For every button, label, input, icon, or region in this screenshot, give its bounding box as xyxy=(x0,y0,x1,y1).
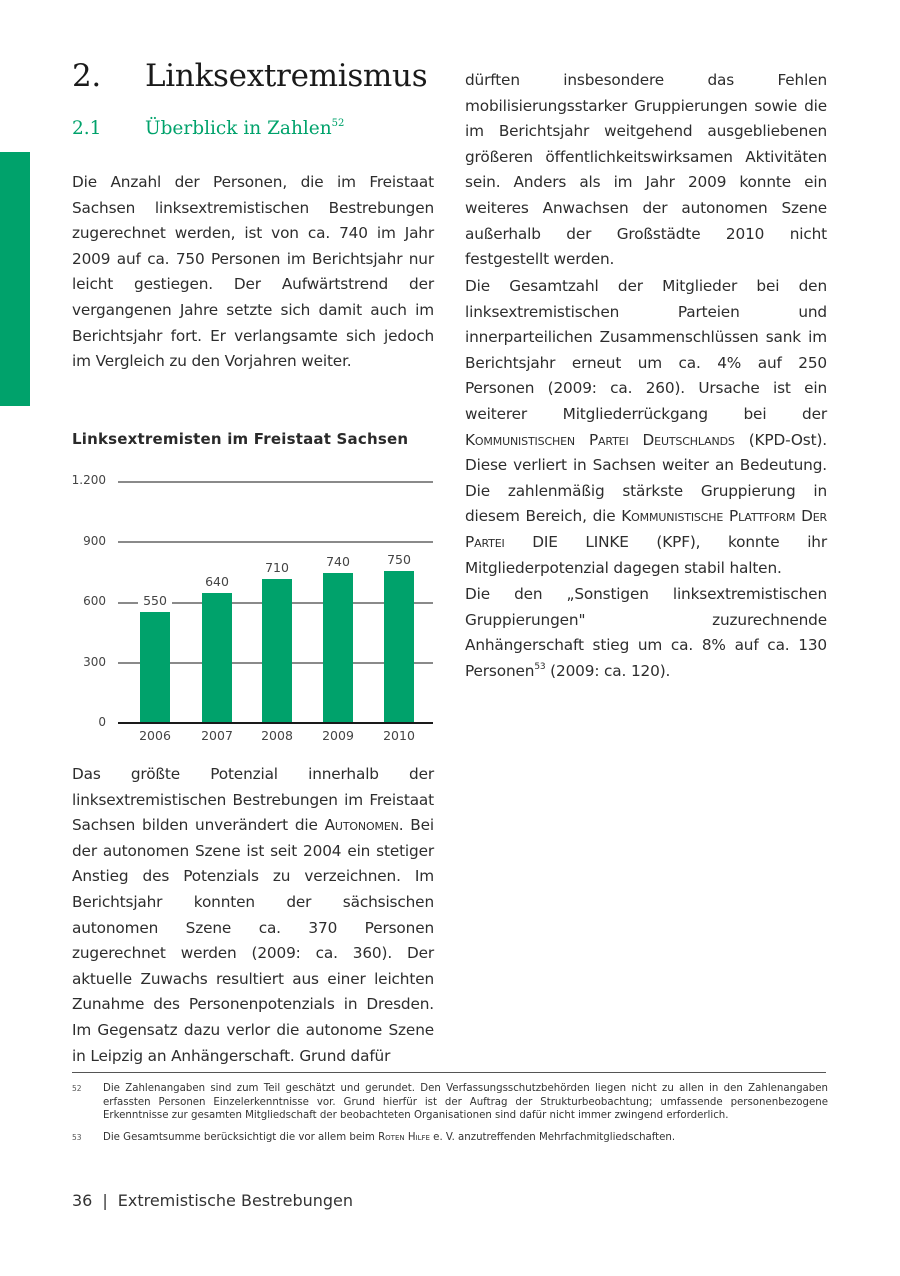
footer-separator: | xyxy=(102,1191,108,1210)
gridline-900 xyxy=(118,541,433,543)
bar-2010 xyxy=(384,571,414,722)
y-tick: 0 xyxy=(98,715,106,729)
x-tick: 2010 xyxy=(383,728,415,743)
x-axis-baseline xyxy=(118,722,433,724)
bar-value-label: 750 xyxy=(387,552,411,568)
footnote-rule xyxy=(72,1072,826,1073)
bar-2007 xyxy=(202,593,232,722)
left-paragraph-2: Das größte Potenzial innerhalb der linksextremistischen Bestrebungen im Freistaat Sachsen bilden unverändert die Autonomen. Bei der autonomen Szene ist seit 2004 ein stetiger Anstieg des Potenzials zu verzeichnen. Im Berichtsjahr konnten der sächsischen autonomen Szene ca. 370 Personen zugerechnet werden (2009: ca. 360). Der aktuelle Zuwachs resultiert aus einer leichten Zunahme des Personenpotenzials in Dresden. Im Gegensatz dazu verlor die autonome Szene in Leipzig an Anhängerschaft. Grund dafür xyxy=(72,765,434,1065)
footer-title: Extremistische Bestrebungen xyxy=(117,1191,354,1210)
x-tick: 2009 xyxy=(322,728,354,743)
term-autonomen: Autonomen xyxy=(324,816,399,835)
section-heading xyxy=(72,118,344,139)
right-paragraph-1: dürften insbesondere das Fehlen mobilisierungsstarker Gruppierungen sowie die im Berichtsjahr weitgehend ausgebliebenen größeren öffentlichkeitswirksamen Aktivitäten sein. Anders als im Jahr 2009 konnte ein weiteres Anwachsen der autonomen Szene außerhalb der Großstädte 2010 nicht festgestellt werden. xyxy=(465,71,827,269)
footnote-number: 52 xyxy=(72,1084,82,1093)
right-paragraph-3: Die den „Sonstigen linksextremistischen Gruppierungen" zuzurechnende Anhängerschaft stieg um ca. 8% auf ca. 130 Personen$^{53}$ (2009: ca. 120). xyxy=(465,585,827,680)
term-kpd: Kommunistischen Partei Deutschlands xyxy=(465,430,735,449)
footnote-ref-52[interactable]: 52 xyxy=(331,118,345,129)
chapter-marker-strip xyxy=(0,152,30,406)
footnote-52 xyxy=(72,1082,828,1123)
x-tick: 2006 xyxy=(139,728,171,743)
footnote-text: Die Gesamtsumme berücksichtigt die vor allem beim Roten Hilfe e. V. anzutreffenden Mehrfachmitgliedschaften. xyxy=(103,1132,676,1143)
bar-value-label: 740 xyxy=(326,554,350,570)
page-number: 36 xyxy=(72,1191,93,1210)
bar-2008 xyxy=(262,579,292,722)
bar-value-label: 710 xyxy=(265,560,289,576)
chapter-number: 2. xyxy=(72,58,101,94)
x-tick: 2007 xyxy=(201,728,233,743)
chapter-heading xyxy=(72,58,427,94)
right-paragraph-2: Die Gesamtzahl der Mitglieder bei den linksextremistischen Parteien und innerparteilichen Zusammenschlüssen sank im Berichtsjahr erneut um ca. 4% auf 250 Personen (2009: ca. 260). Ursache ist ein weiterer Mitgliederrückgang bei der Kommunistischen Partei Deutschlands (KPD-Ost). Diese verliert in Sachsen weiter an Bedeutung. Die zahlenmäßig stärkste Gruppierung in diesem Bereich, die Kommunistische Plattform Der Partei DIE LINKE (KPF), konnte ihr Mitgliederpotenzial dagegen stabil halten. xyxy=(465,277,827,577)
x-tick: 2008 xyxy=(261,728,293,743)
bar-2006 xyxy=(140,612,170,722)
footnote-text: Die Zahlenangaben sind zum Teil geschätzt und gerundet. Den Verfassungsschutzbehörden liegen nicht zu allen in den Zahlenangaben erfassten Personen Einzelerkenntnisse vor. Grund hierfür ist der Auftrag der Strukturbeobachtung; umfassende personenbezogene Erkenntnisse zur gesamten Mitgliedschaft der beobachteten Organisationen sind dafür nicht immer zwingend erforderlich. xyxy=(103,1083,828,1121)
section-title: Überblick in Zahlen xyxy=(145,118,332,139)
bar-value-label: 550 xyxy=(138,593,172,608)
bar-value-label: 640 xyxy=(205,574,229,590)
bar-2009 xyxy=(323,573,353,722)
y-tick: 1.200 xyxy=(71,473,106,487)
y-tick: 300 xyxy=(83,655,106,669)
bar-chart xyxy=(60,470,440,750)
y-tick: 600 xyxy=(83,594,106,608)
left-paragraph-1: Die Anzahl der Personen, die im Freistaat Sachsen linksextremistischen Bestrebungen zugerechnet werden, ist von ca. 740 im Jahr 2009 auf ca. 750 Personen im Berichtsjahr nur leicht gestiegen. Der Aufwärtstrend der vergangenen Jahre setzte sich damit auch im Berichtsjahr fort. Er verlangsamte sich jedoch im Vergleich zu den Vorjahren weiter. xyxy=(72,173,434,371)
term-kpf: Kommunistische Plattform Der Partei xyxy=(465,507,827,551)
chapter-title: Linksextremismus xyxy=(145,58,428,94)
section-number: 2.1 xyxy=(72,118,102,139)
footnote-ref-53[interactable]: 53 xyxy=(534,661,546,672)
footnote-number: 53 xyxy=(72,1133,82,1142)
footnote-53 xyxy=(72,1131,828,1145)
gridline-1200 xyxy=(118,481,433,483)
chart-title: Linksextremisten im Freistaat Sachsen xyxy=(72,430,409,448)
page-footer xyxy=(72,1191,353,1210)
y-tick: 900 xyxy=(83,534,106,548)
